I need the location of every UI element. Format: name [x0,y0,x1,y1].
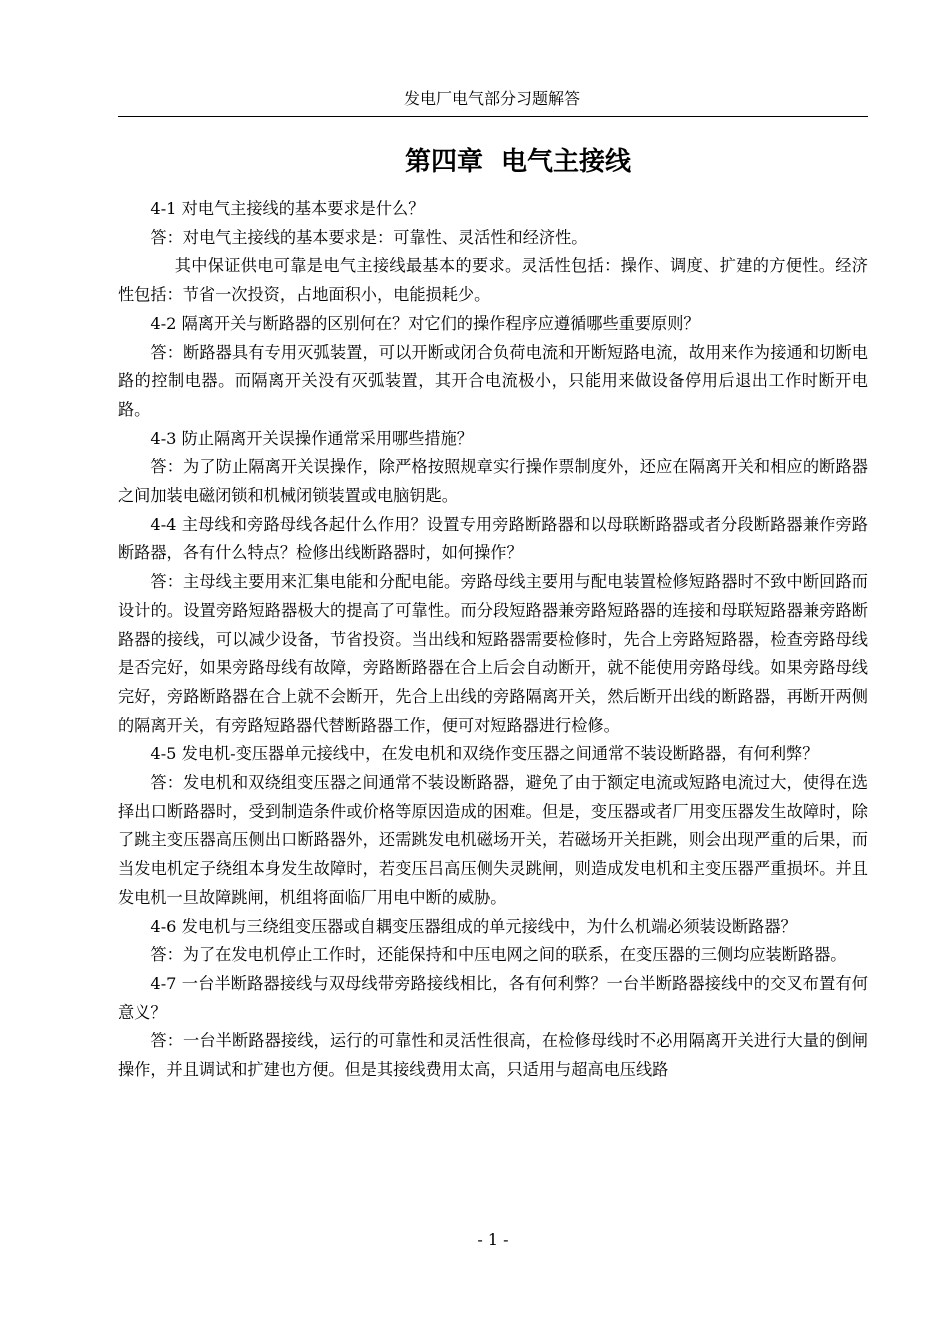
question-4-1: 4-1 对电气主接线的基本要求是什么？ [150,199,425,218]
answer-4-2: 答：断路器具有专用灭弧装置，可以开断或闭合负荷电流和开断短路电流，故用来作为接通和切断电路的控制电器。而隔离开关没有灭弧装置，其开合电流极小，只能用来做设备停用后退出工作时断开电路。 [118,342,868,419]
answer-4-6: 答：为了在发电机停止工作时，还能保持和中压电网之间的联系，在变压器的三侧均应装断路器。 [150,945,847,965]
question-4-7: 4-7 一台半断路器接线与双母线带旁路接线相比，各有何利弊？一台半断路器接线中的交叉布置有何意义？ [118,973,868,1022]
question-4-3: 4-3 防止隔离开关误操作通常采用哪些措施？ [150,428,473,448]
answer-4-3: 答：为了防止隔离开关误操作，除严格按照规章实行操作票制度外，还应在隔离开关和相应的断路器之间加装电磁闭锁和机械闭锁装置或电脑钥匙。 [118,457,868,506]
question-4-4: 4-4 主母线和旁路母线各起什么作用？设置专用旁路断路器和以母联断路器或者分段断路器兼作旁路断路器，各有什么特点？检修出线断路器时，如何操作？ [118,514,868,563]
question-4-5: 4-5 发电机-变压器单元接线中，在发电机和双绕作变压器之间通常不装设断路器，有何利弊？ [150,744,819,764]
body-text [118,195,868,1085]
answer-4-7: 答：一台半断路器接线，运行的可靠性和灵活性很高，在检修母线时不必用隔离开关进行大量的倒闸操作，并且调试和扩建也方便。但是其接线费用太高，只适用与超高电压线路 [118,1031,868,1080]
running-header: 发电厂电气部分习题解答 [403,89,580,108]
answer-4-1-detail: 其中保证供电可靠是电气主接线最基本的要求。灵活性包括：操作、调度、扩建的方便性。经济性包括：节省一次投资，占地面积小，电能损耗少。 [118,256,868,305]
header-divider [118,116,868,117]
page-number: - 1 - [477,1230,509,1249]
answer-4-4: 答：主母线主要用来汇集电能和分配电能。旁路母线主要用与配电装置检修短路器时不致中断回路而设计的。设置旁路短路器极大的提高了可靠性。而分段短路器兼旁路短路器的连接和母联短路器兼旁路断路器的接线，可以减少设备，节省投资。当出线和短路器需要检修时，先合上旁路短路器，检查旁路母线是否完好，如果旁路母线有故障，旁路断路器在合上后会自动断开，就不能使用旁路母线。如果旁路母线完好，旁路断路器在合上就不会断开，先合上出线的旁路隔离开关，然后断开出线的断路器，再断开两侧的隔离开关，有旁路短路器代替断路器工作，便可对短路器进行检修。 [118,572,868,735]
question-4-2: 4-2 隔离开关与断路器的区别何在？对它们的操作程序应遵循哪些重要原则？ [150,313,700,333]
answer-4-5: 答：发电机和双绕组变压器之间通常不装设断路器，避免了由于额定电流或短路电流过大，使得在选择出口断路器时，受到制造条件或价格等原因造成的困难。但是，变压器或者厂用变压器发生故障时，除了跳主变压器高压侧出口断路器外，还需跳发电机磁场开关，若磁场开关拒跳，则会出现严重的后果，而当发电机定子绕组本身发生故障时，若变压吕高压侧失灵跳闸，则造成发电机和主变压器严重损坏。并且发电机一旦故障跳闸，机组将面临厂用电中断的威胁。 [118,773,868,907]
answer-4-1: 答：对电气主接线的基本要求是：可靠性、灵活性和经济性。 [150,227,588,247]
question-4-6: 4-6 发电机与三绕组变压器或自耦变压器组成的单元接线中，为什么机端必须装设断路器？ [150,916,797,936]
chapter-title: 第四章 电气主接线 [404,147,632,177]
